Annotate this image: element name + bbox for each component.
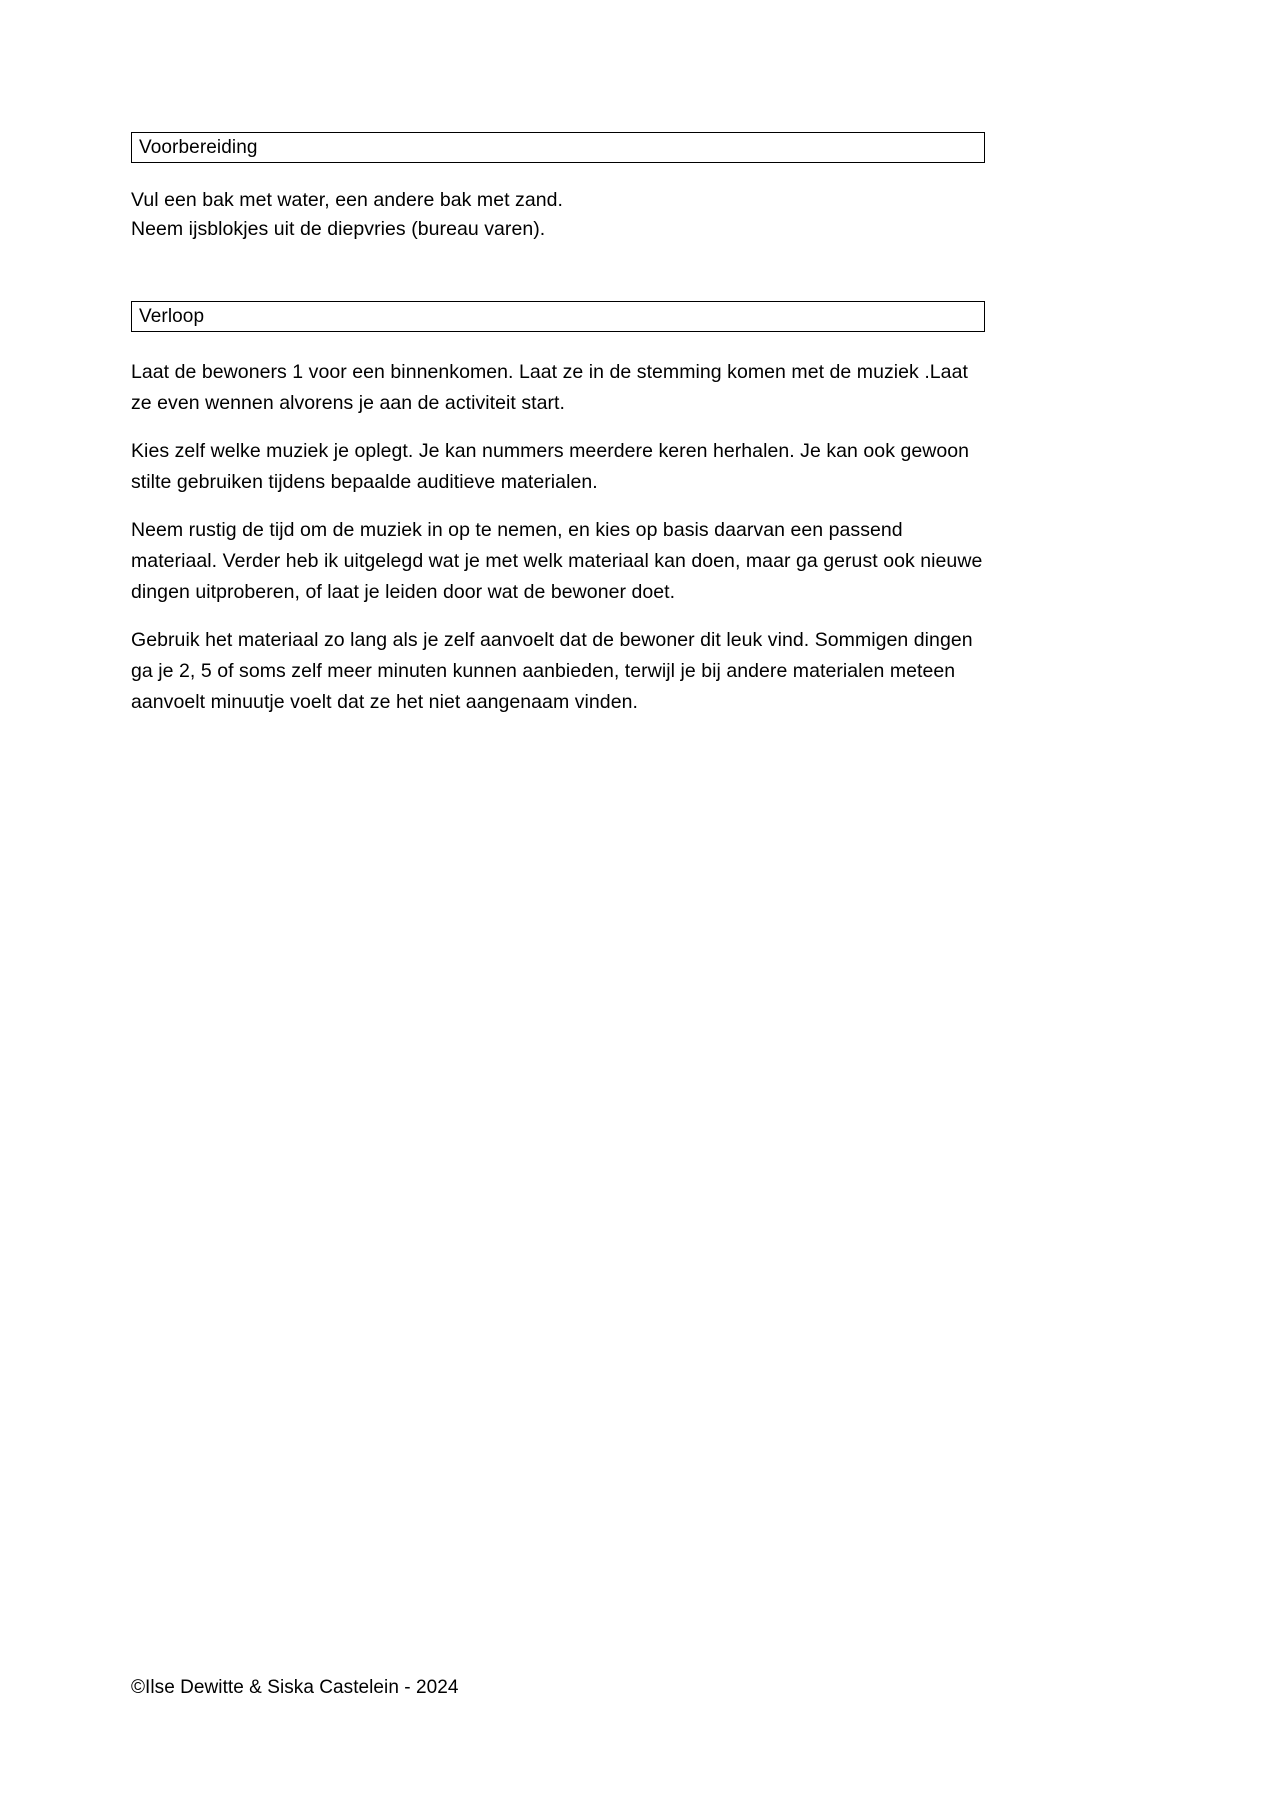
verloop-paragraph-1: Laat de bewoners 1 voor een binnenkomen. Laat ze in de stemming komen met de muziek .Laat ze even wennen alvorens je aan de activiteit start.: [131, 361, 968, 414]
voorbereiding-body: [131, 186, 979, 244]
verloop-paragraph-3: Neem rustig de tijd om de muziek in op te nemen, en kies op basis daarvan een passend materiaal. Verder heb ik uitgelegd wat je met welk materiaal kan doen, maar ga gerust ook nieuwe dingen uitproberen, of laat je leiden door wat de bewoner doet.: [131, 519, 983, 603]
section-heading-verloop: Verloop: [131, 301, 985, 332]
verloop-body: [131, 357, 983, 718]
section-heading-voorbereiding: Voorbereiding: [131, 132, 985, 163]
verloop-paragraph-4: Gebruik het materiaal zo lang als je zelf aanvoelt dat de bewoner dit leuk vind. Sommigen dingen ga je 2, 5 of soms zelf meer minuten kunnen aanbieden, terwijl je bij andere materialen meteen aanvoelt minuutje voelt dat ze het niet aangenaam vinden.: [131, 629, 973, 713]
page-footer-copyright: ©Ilse Dewitte & Siska Castelein - 2024: [131, 1677, 459, 1698]
verloop-paragraph-2: Kies zelf welke muziek je oplegt. Je kan nummers meerdere keren herhalen. Je kan ook gewoon stilte gebruiken tijdens bepaalde auditieve materialen.: [131, 440, 970, 493]
section-spacer: [131, 244, 985, 301]
voorbereiding-line-1: Vul een bak met water, een andere bak met zand.: [131, 189, 563, 211]
voorbereiding-line-2: Neem ijsblokjes uit de diepvries (bureau varen).: [131, 218, 546, 240]
document-content: [131, 132, 985, 735]
